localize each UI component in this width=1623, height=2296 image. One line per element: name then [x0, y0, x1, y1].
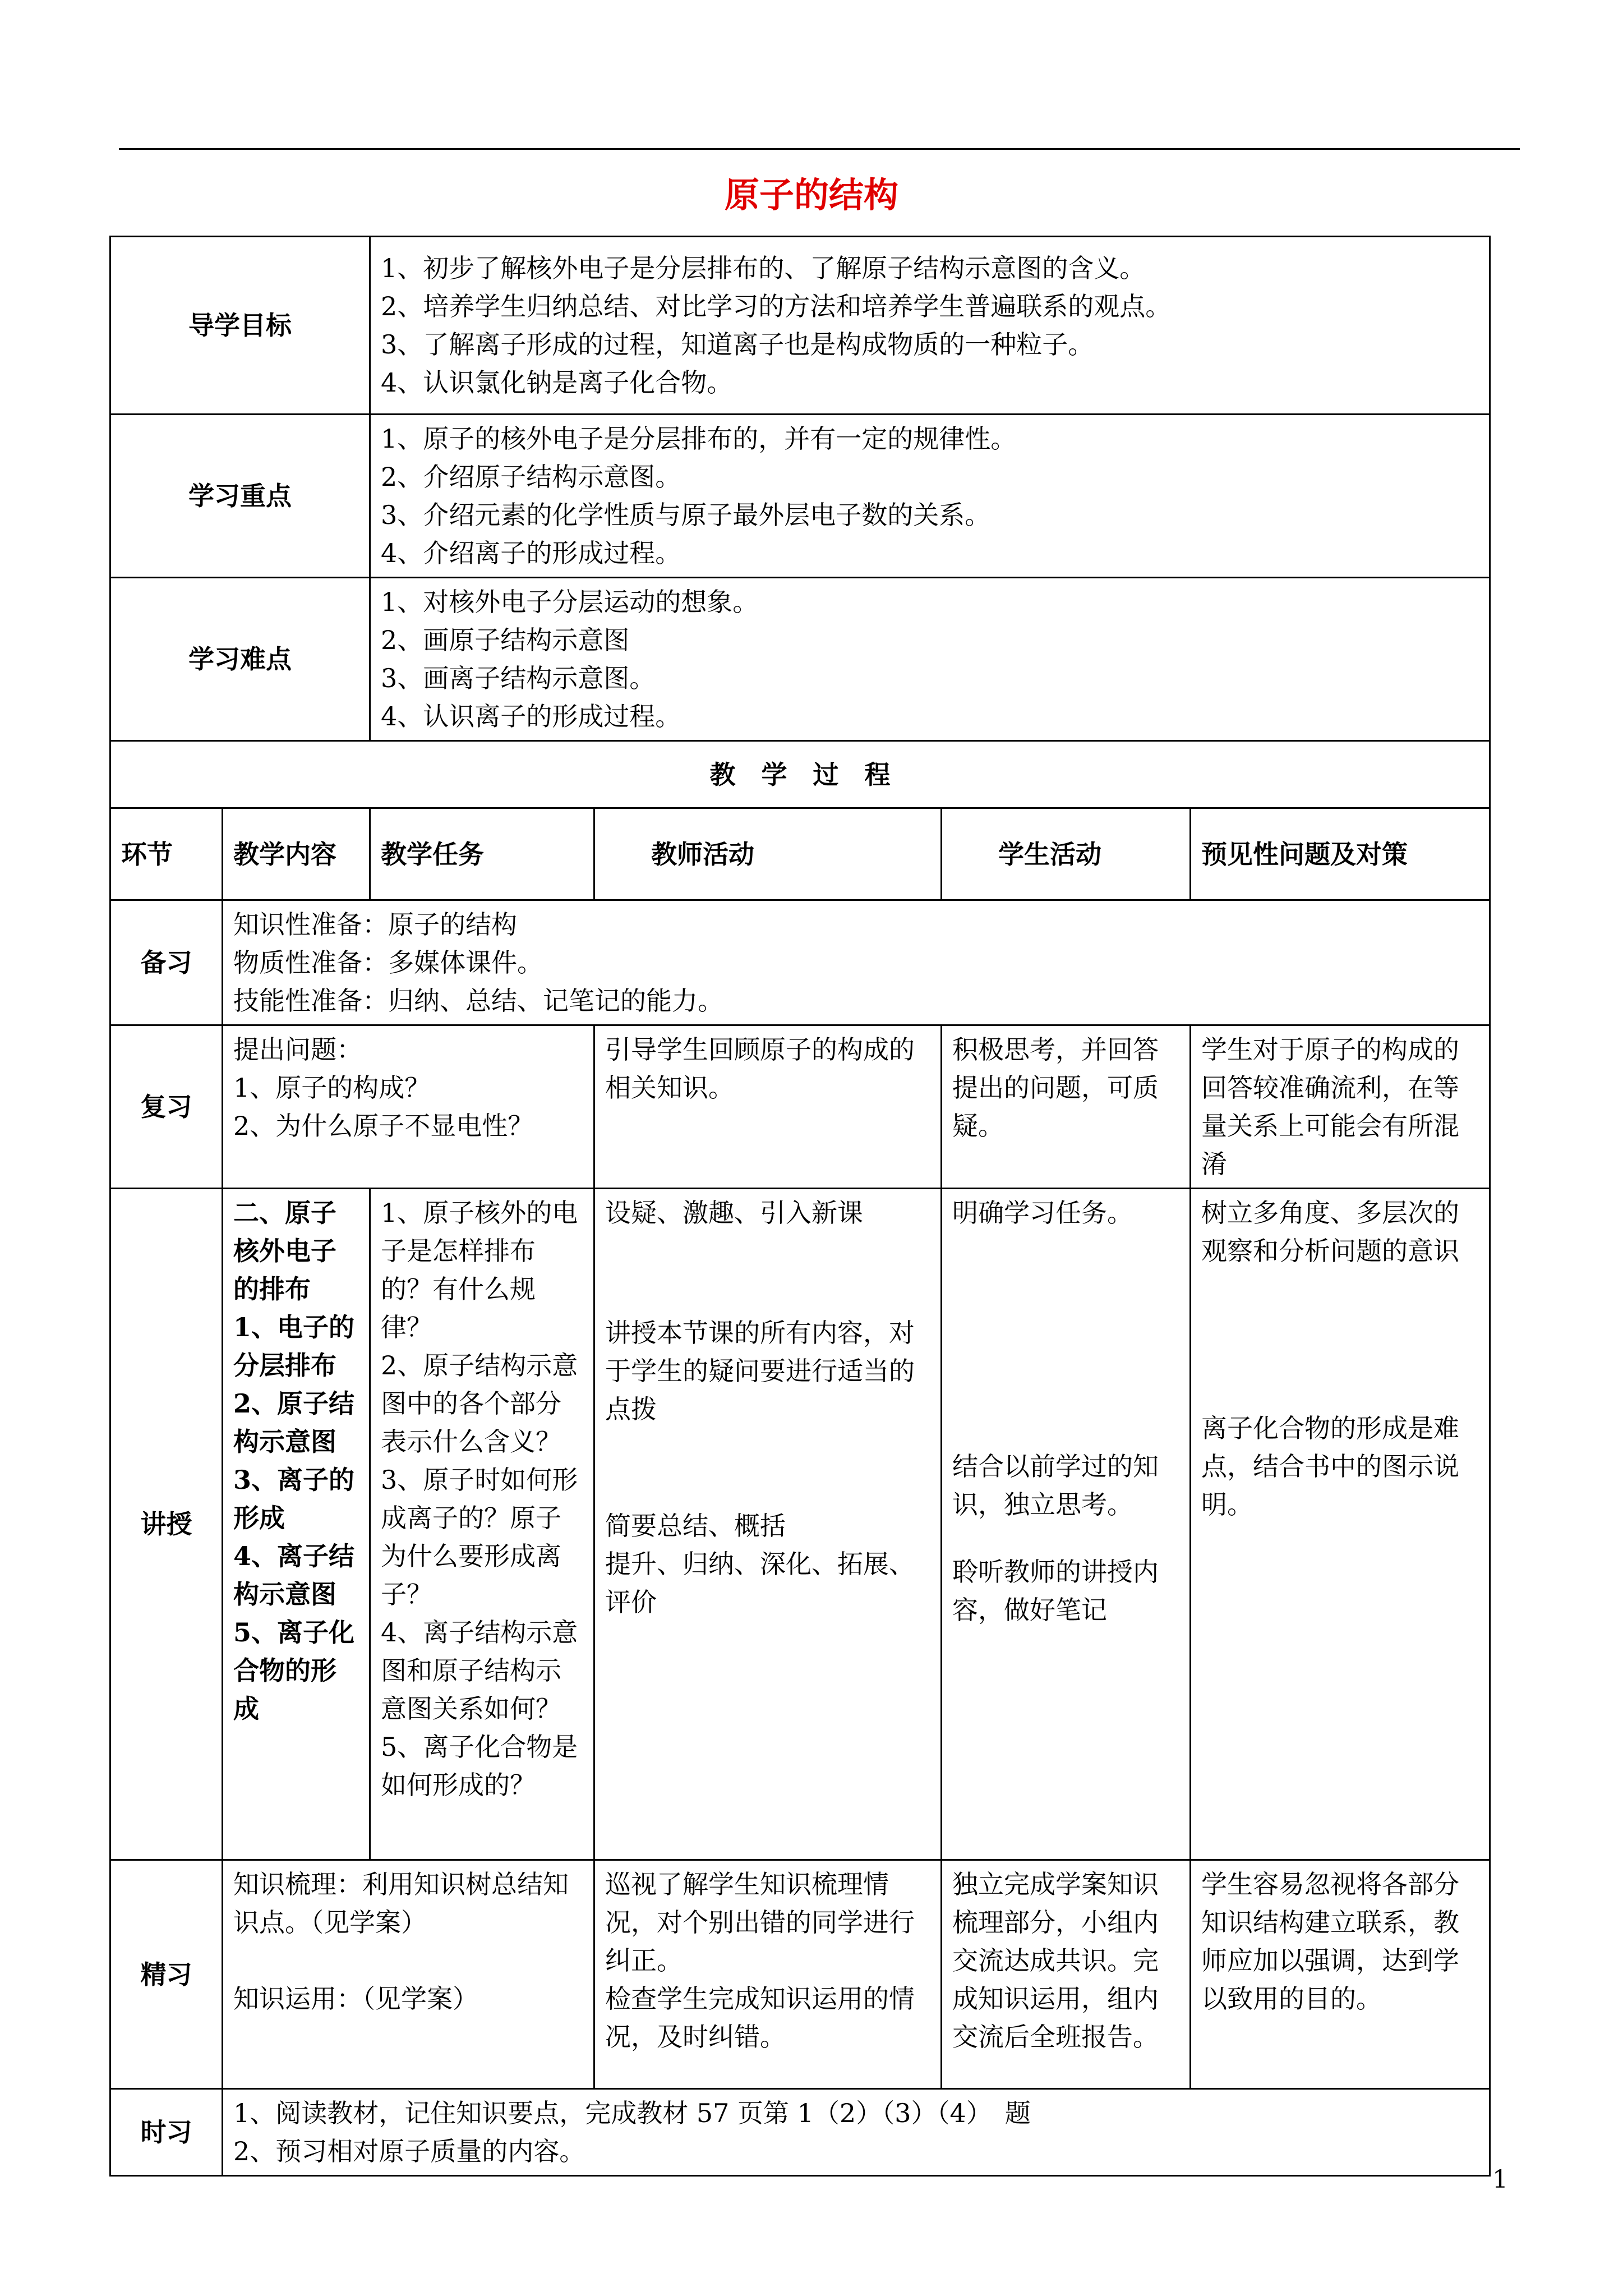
lecture-task: 2、原子结构示意图中的各个部分表示什么含义？: [381, 1350, 578, 1457]
homework-item: 2、预习相对原子质量的内容。: [233, 2136, 585, 2166]
review-label: 复习: [110, 1025, 223, 1189]
goals-label: 导学目标: [110, 237, 370, 415]
header-issues: 预见性问题及对策: [1191, 808, 1490, 900]
review-student: 积极思考，并回答提出的问题，可质疑。: [942, 1025, 1191, 1189]
difficulty-item: 2、画原子结构示意图: [381, 625, 630, 655]
key-points-row: [110, 415, 1490, 578]
lecture-teacher: [594, 1189, 942, 1860]
lecture-content-line: 二、原子核外电子的排布: [233, 1198, 336, 1304]
process-title-row: [110, 741, 1490, 808]
lecture-student-line: 聆听教师的讲授内容，做好笔记: [952, 1557, 1159, 1625]
prep-item: 知识性准备：原子的结构: [233, 909, 517, 940]
lecture-label: 讲授: [110, 1189, 223, 1860]
prep-item: 技能性准备：归纳、总结、记笔记的能力。: [233, 986, 723, 1016]
difficulties-label: 学习难点: [110, 578, 370, 741]
practice-teacher-line: 检查学生完成知识运用的情况，及时纠错。: [605, 1984, 915, 2052]
lecture-issue-line: 离子化合物的形成是难点，结合书中的图示说明。: [1201, 1413, 1459, 1520]
review-content: [223, 1025, 594, 1189]
goal-item: 1、初步了解核外电子是分层排布的、了解原子结构示意图的含义。: [381, 253, 1146, 283]
lecture-teacher-line: 提升、归纳、深化、拓展、评价: [605, 1549, 915, 1617]
key-point-item: 4、介绍离子的形成过程。: [381, 538, 681, 568]
lecture-task: 4、离子结构示意图和原子结构示意图关系如何？: [381, 1617, 578, 1724]
homework-label: 时习: [110, 2089, 223, 2176]
lecture-student-line: 明确学习任务。: [952, 1198, 1133, 1228]
goals-row: [110, 237, 1490, 415]
header-teacher: 教师活动: [594, 808, 942, 900]
lecture-content-line: 1、电子的分层排布: [233, 1312, 355, 1381]
prep-label: 备习: [110, 900, 223, 1025]
homework-row: [110, 2089, 1490, 2176]
lecture-content-line: 3、离子的形成: [233, 1465, 355, 1533]
top-rule: [119, 148, 1520, 150]
homework-item: 1、阅读教材，记住知识要点，完成教材 57 页第 1（2）（3）（4） 题: [233, 2098, 1031, 2128]
lecture-student-line: 结合以前学过的知识，独立思考。: [952, 1451, 1159, 1520]
difficulties-row: [110, 578, 1490, 741]
lecture-issues: [1191, 1189, 1490, 1860]
practice-content-line: 知识运用：（见学案）: [233, 1984, 478, 2014]
goals-items: [370, 237, 1490, 415]
header-student: 学生活动: [942, 808, 1191, 900]
prep-item: 物质性准备：多媒体课件。: [233, 947, 543, 978]
difficulty-item: 4、认识离子的形成过程。: [381, 701, 681, 731]
lecture-task: 3、原子时如何形成离子的？原子为什么要形成离子？: [381, 1465, 578, 1609]
review-issues: 学生对于原子的构成的回答较准确流利，在等量关系上可能会有所混淆: [1191, 1025, 1490, 1189]
difficulties-items: [370, 578, 1490, 741]
practice-teacher: [594, 1860, 942, 2089]
review-row: [110, 1025, 1490, 1189]
practice-content: [223, 1860, 594, 2089]
lecture-content-line: 4、离子结构示意图: [233, 1541, 355, 1609]
header-content: 教学内容: [223, 808, 370, 900]
goal-item: 4、认识氯化钠是离子化合物。: [381, 367, 733, 398]
practice-label: 精习: [110, 1860, 223, 2089]
lecture-task: 1、原子核外的电子是怎样排布的？有什么规律？: [381, 1198, 578, 1342]
key-point-item: 3、介绍元素的化学性质与原子最外层电子数的关系。: [381, 500, 991, 530]
lecture-teacher-line: 简要总结、概括: [605, 1511, 786, 1541]
lecture-student: [942, 1189, 1191, 1860]
practice-issues: 学生容易忽视将各部分知识结构建立联系，教师应加以强调，达到学以致用的目的。: [1191, 1860, 1490, 2089]
header-task: 教学任务: [370, 808, 594, 900]
goal-item: 3、了解离子形成的过程，知道离子也是构成物质的一种粒子。: [381, 329, 1094, 360]
process-title: 教 学 过 程: [110, 741, 1490, 808]
key-point-item: 1、原子的核外电子是分层排布的，并有一定的规律性。: [381, 424, 1017, 454]
page-number: 1: [1492, 2165, 1508, 2194]
lecture-content-line: 2、原子结构示意图: [233, 1388, 355, 1457]
prep-row: [110, 900, 1490, 1025]
header-stage: 环节: [110, 808, 223, 900]
review-content-line: 2、为什么原子不显电性？: [233, 1111, 534, 1141]
key-points-label: 学习重点: [110, 415, 370, 578]
lecture-content-line: 5、离子化合物的形成: [233, 1617, 355, 1724]
homework-items: [223, 2089, 1490, 2176]
review-content-line: 提出问题：: [233, 1034, 362, 1065]
lesson-plan-table: [109, 236, 1491, 2177]
review-content-line: 1、原子的构成？: [233, 1073, 431, 1103]
lecture-teacher-line: 讲授本节课的所有内容，对于学生的疑问要进行适当的点拨: [605, 1318, 915, 1424]
goal-item: 2、培养学生归纳总结、对比学习的方法和培养学生普遍联系的观点。: [381, 291, 1172, 321]
lecture-content: [223, 1189, 370, 1860]
key-points-items: [370, 415, 1490, 578]
lecture-task: 5、离子化合物是如何形成的？: [381, 1732, 578, 1800]
lecture-row: [110, 1189, 1490, 1860]
page-title: 原子的结构: [724, 174, 898, 215]
lecture-issue-line: 树立多角度、多层次的观察和分析问题的意识: [1201, 1198, 1459, 1266]
review-teacher: 引导学生回顾原子的构成的相关知识。: [594, 1025, 942, 1189]
header-row: [110, 808, 1490, 900]
difficulty-item: 3、画离子结构示意图。: [381, 663, 656, 693]
practice-content-line: 知识梳理：利用知识树总结知识点。（见学案）: [233, 1869, 569, 1938]
difficulty-item: 1、对核外电子分层运动的想象。: [381, 587, 759, 617]
prep-items: [223, 900, 1490, 1025]
key-point-item: 2、介绍原子结构示意图。: [381, 462, 681, 492]
practice-teacher-line: 巡视了解学生知识梳理情况，对个别出错的同学进行纠正。: [605, 1869, 915, 1976]
lecture-tasks: [370, 1189, 594, 1860]
practice-row: [110, 1860, 1490, 2089]
lecture-teacher-line: 设疑、激趣、引入新课: [605, 1198, 863, 1228]
practice-student: 独立完成学案知识梳理部分，小组内交流达成共识。完成知识运用，组内交流后全班报告。: [942, 1860, 1191, 2089]
